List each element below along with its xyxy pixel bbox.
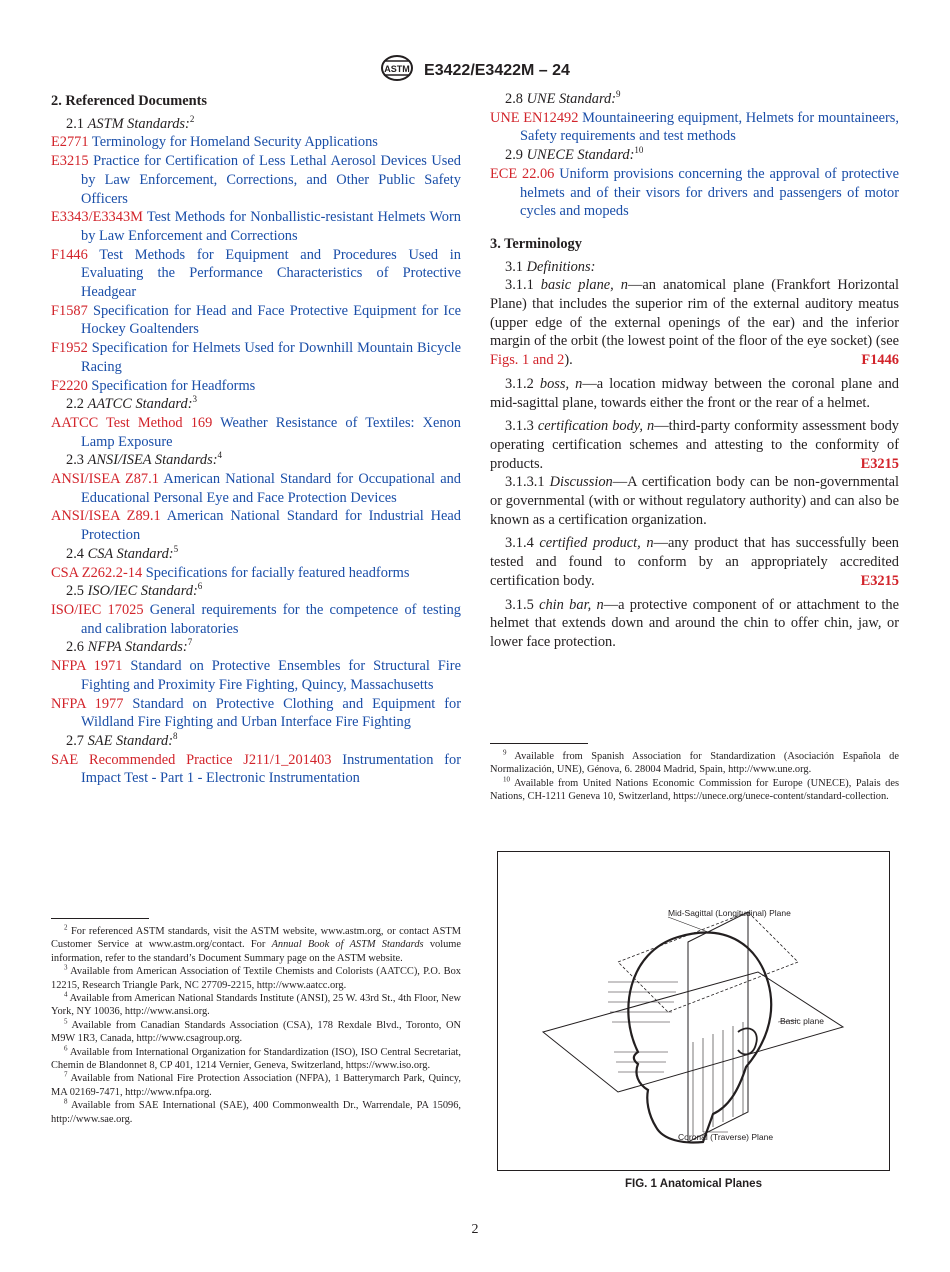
footnote: $^2$ For referenced ASTM standards, visit the ASTM website, www.astm.org, or contact ASTM Customer Service at www.astm.org/contact. For Annual Book of ASTM Standards volume information, refer to the standard’s Document Summary page on the ASTM website. (51, 923, 461, 964)
astm-logo-icon (380, 54, 414, 87)
subsection-une: 2.8 UNE Standard:$^9$ (505, 89, 621, 107)
ref-item[interactable]: AATCC Test Method 169 Weather Resistance of Textiles: Xenon Lamp Exposure (51, 414, 461, 450)
anatomical-planes-diagram (498, 852, 889, 1170)
ref-item[interactable]: SAE Recommended Practice J211/1_201403 Instrumentation for Impact Test - Part 1 - Electronic Instrumentation (51, 751, 461, 787)
ref-item[interactable]: ANSI/ISEA Z89.1 American National Standard for Industrial Head Protection (51, 508, 461, 544)
definition-chin-bar: 3.1.5 chin bar, n—a protective component of or attachment to the helmet that extends down and around the chin to offer chin, jaw, or lower face protection. (490, 596, 899, 650)
subsection-nfpa: 2.6 NFPA Standards:$^7$ (66, 637, 193, 656)
svg-text:ASTM: ASTM (384, 64, 410, 74)
ref-item[interactable]: F1446 Test Methods for Equipment and Procedures Used in Evaluating the Performance Characteristics of Protective Headgear (51, 246, 461, 301)
ref-item[interactable]: CSA Z262.2-14 Specifications for facially featured headforms (51, 564, 410, 581)
footnote: $^4$ Available from American National Standards Institute (ANSI), 25 W. 43rd St., 4th Floor, New York, NY 10036, http://www.ansi.org. (51, 990, 461, 1018)
footnote: $^6$ Available from International Organization for Standardization (ISO), ISO Central Secretariat, Chemin de Blandonnet 8, CP 401, 1214 Vernier, Geneva, Switzerland, https://www.iso.org. (51, 1044, 462, 1072)
subsection-sae: 2.7 SAE Standard:$^8$ (66, 731, 178, 749)
ref-item[interactable]: UNE EN12492 Mountaineering equipment, Helmets for mountaineers, Safety requirements and test methods (490, 109, 899, 145)
footnote-rule (51, 918, 149, 919)
ref-item[interactable]: F2220 Specification for Headforms (51, 377, 256, 394)
subsection-aatcc: 2.2 AATCC Standard:$^3$ (66, 394, 197, 413)
footnotes-left (51, 925, 461, 1126)
section-heading-referenced-documents: 2. Referenced Documents (51, 93, 207, 109)
subsection-iso: 2.5 ISO/IEC Standard:$^6$ (66, 581, 203, 600)
label-sagittal-plane: Mid-Sagittal (Longitudinal) Plane (668, 908, 791, 918)
ref-item[interactable]: ISO/IEC 17025 General requirements for the competence of testing and calibration laboratories (51, 601, 461, 637)
subsection-unece: 2.9 UNECE Standard:$^{10}$ (505, 145, 644, 164)
head-outline (628, 933, 774, 1143)
ref-item[interactable]: E3215 Practice for Certification of Less Lethal Aerosol Devices Used by Law Enforcement, Corrections, and Other Public Safety Officers (51, 153, 461, 207)
figure-anatomical-planes (497, 851, 890, 1171)
definition-certification-body: 3.1.3 certification body, n—third-party conformity assessment body operating certification schemes and attesting to the conformity of products. E3215 (490, 418, 899, 472)
ref-item[interactable]: F1952 Specification for Helmets Used for Downhill Mountain Bicycle Racing (51, 340, 461, 375)
document-designation: E3422/E3422M – 24 (424, 61, 570, 79)
source-ref[interactable]: F1446 (861, 352, 899, 369)
label-basic-plane: Basic plane (780, 1016, 824, 1026)
definition-boss: 3.1.2 boss, n—a location midway between the coronal plane and mid-sagittal plane, towards either the front or the rear of a helmet. (490, 375, 900, 411)
sagittal-hatching (608, 982, 678, 1072)
footnote: $^8$ Available from SAE International (SAE), 400 Commonwealth Dr., Warrendale, PA 15096, http://www.sae.org. (51, 1097, 462, 1125)
ref-item[interactable]: ECE 22.06 Uniform provisions concerning the approval of protective helmets and of their visors for drivers and passengers of motor cycles and mopeds (490, 165, 899, 220)
left-column (51, 92, 461, 788)
subsection-csa: 2.4 CSA Standard:$^5$ (66, 544, 179, 562)
footnotes-right (490, 750, 899, 804)
source-ref[interactable]: E3215 (860, 455, 899, 472)
discussion-certification-body: 3.1.3.1 Discussion—A certification body can be non-governmental or governmental (with or without regulatory authority) and can also be known as a certification organization. (490, 474, 899, 528)
definition-certified-product: 3.1.4 certified product, n—any product that has successfully been tested and found to conform by an appropriately accredited certification body. E3215 (490, 535, 899, 589)
source-ref[interactable]: E3215 (860, 572, 899, 589)
coronal-hatching (693, 1022, 743, 1137)
page-header (0, 54, 950, 84)
footnote: $^5$ Available from Canadian Standards Association (CSA), 178 Rexdale Blvd., Toronto, ON M9W 1R3, Canada, http://www.csagroup.org. (51, 1017, 461, 1045)
footnote: $^3$ Available from American Association of Textile Chemists and Colorists (AATCC), P.O. Box 12215, Research Triangle Park, NC 27709-2215, http://www.aatcc.org. (51, 963, 461, 991)
footnote: $^7$ Available from National Fire Protection Association (NFPA), 1 Batterymarch Park, Quincy, MA 02169-7471, http://www.nfpa.org. (51, 1071, 462, 1098)
ref-item[interactable]: E3343/E3343M Test Methods for Nonballistic-resistant Helmets Worn by Law Enforcement and Corrections (51, 209, 461, 244)
figure-link[interactable]: Figs. 1 and 2 (490, 352, 565, 369)
footnote-rule (490, 743, 588, 744)
ref-item[interactable]: NFPA 1971 Standard on Protective Ensembles for Structural Fire Fighting and Proximity Fire Fighting, Quincy, Massachusetts (51, 658, 461, 693)
footnote: $^9$ Available from Spanish Association for Standardization (Asociación Española de Normalización, UNE), Génova, 6. 28004 Madrid, Spain, http://www.une.org. (490, 748, 899, 776)
subsection-ansi: 2.3 ANSI/ISEA Standards:$^4$ (66, 450, 223, 469)
ref-item[interactable]: E2771 Terminology for Homeland Security Applications (51, 134, 378, 151)
ref-item[interactable]: F1587 Specification for Head and Face Protective Equipment for Ice Hockey Goaltenders (51, 302, 461, 338)
definition-basic-plane: 3.1.1 basic plane, n—an anatomical plane (Frankfort Horizontal Plane) that includes the superior rim of the external auditory meatus (upper edge of the external openings of the ear) and the inferior margin of the orbit (the lowest point of the floor of the eye socket) (see Figs. 1 and 2). F1446 (490, 277, 899, 369)
coronal-plane (688, 912, 748, 1142)
label-coronal-plane: Coronal (Traverse) Plane (678, 1132, 774, 1142)
footnote: $^{10}$ Available from United Nations Economic Commission for Europe (UNECE), Palais des Nations, CH-1211 Geneva 10, Switzerland, https://unece.org/unece-content/standard-collection. (490, 775, 899, 803)
page-number: 2 (471, 1222, 479, 1237)
right-column (490, 90, 899, 652)
ear-outline (738, 1028, 757, 1054)
figure-caption: FIG. 1 Anatomical Planes (625, 1178, 762, 1190)
ref-item[interactable]: ANSI/ISEA Z87.1 American National Standard for Occupational and Educational Personal Eye and Face Protection Devices (51, 471, 462, 506)
subsection-definitions: 3.1 Definitions: (505, 258, 596, 275)
subsection-astm: 2.1 ASTM Standards:$^2$ (66, 113, 195, 132)
section-heading-terminology: 3. Terminology (490, 235, 582, 252)
ref-item[interactable]: NFPA 1977 Standard on Protective Clothing and Equipment for Wildland Fire Fighting and Urban Interface Fire Fighting (51, 695, 461, 731)
